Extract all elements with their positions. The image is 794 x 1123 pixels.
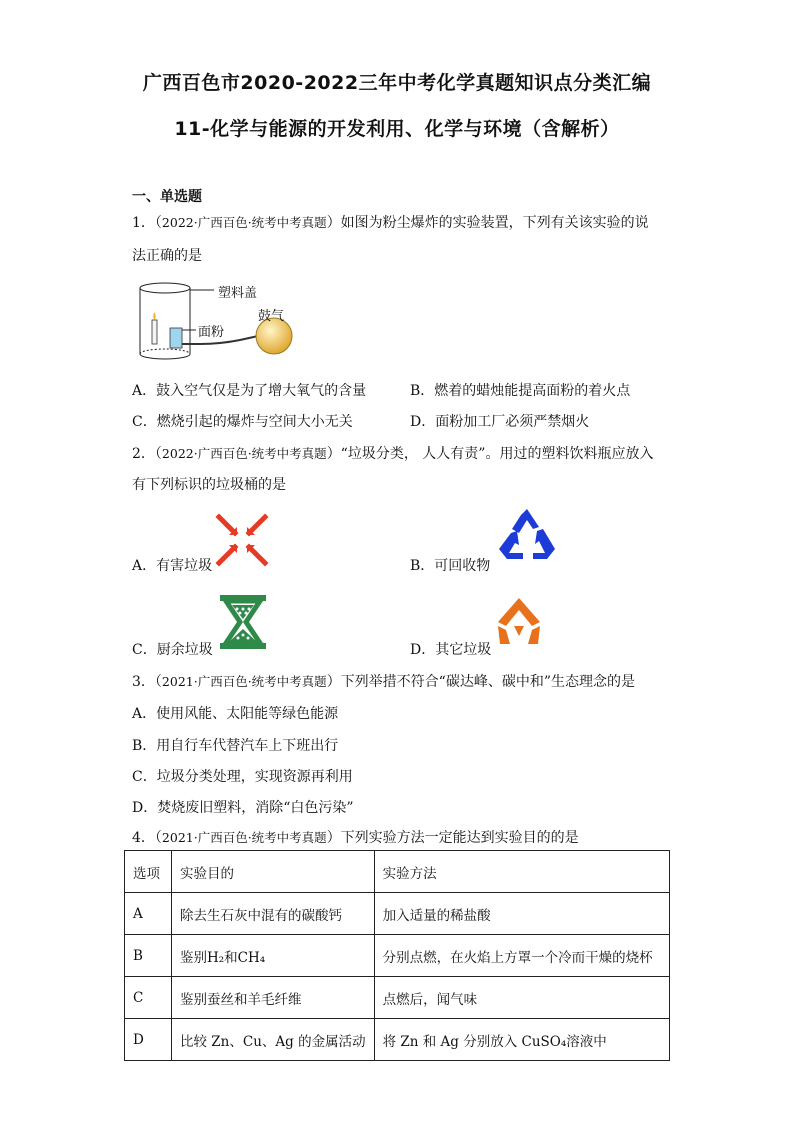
q2-option-b[interactable]: B．可回收物: [410, 558, 491, 574]
figure-label-flour: 面粉: [198, 325, 225, 340]
table-header-row: [125, 851, 670, 893]
table-cell: 除去生石灰中混有的碳酸钙: [172, 893, 375, 935]
table-header-cell: 选项: [125, 851, 172, 893]
q3-option-b[interactable]: B．用自行车代替汽车上下班出行: [132, 738, 339, 754]
table-row[interactable]: [125, 1019, 670, 1061]
q1-stem-line2: 法正确的是: [132, 248, 202, 264]
q2-stem-line2: 有下列标识的垃圾桶的是: [132, 477, 286, 493]
table-cell: 将 Zn 和 Ag 分别放入 CuSO₄溶液中: [374, 1019, 669, 1061]
q3-source[interactable]: 2021·广西百色·统考中考真题: [161, 674, 327, 689]
table-row[interactable]: [125, 977, 670, 1019]
document-title-line2: 11-化学与能源的开发利用、化学与环境（含解析）: [174, 118, 620, 140]
table-cell: 鉴别H₂和CH₄: [172, 935, 375, 977]
q4-options-table: [124, 850, 670, 1061]
table-cell: A: [125, 893, 172, 935]
q2-source[interactable]: 2022·广西百色·统考中考真题: [161, 446, 327, 461]
q1-stem-line1: 1．（2022·广西百色·统考中考真题）如图为粉尘爆炸的实验装置，下列有关该实验的说: [132, 215, 649, 231]
table-header-cell: 实验目的: [172, 851, 375, 893]
table-row[interactable]: [125, 935, 670, 977]
table-cell: B: [125, 935, 172, 977]
table-cell: 分别点燃，在火焰上方罩一个冷而干燥的烧杯: [374, 935, 669, 977]
table-cell: 点燃后，闻气味: [374, 977, 669, 1019]
figure-label-blow: 鼓气: [258, 309, 285, 324]
q4-source[interactable]: 2021·广西百色·统考中考真题: [161, 830, 327, 845]
hazardous-waste-icon: [215, 513, 269, 567]
q1-option-c[interactable]: C．燃烧引起的爆炸与空间大小无关: [132, 414, 353, 430]
table-cell: D: [125, 1019, 172, 1061]
table-header-cell: 实验方法: [374, 851, 669, 893]
table-cell: 比较 Zn、Cu、Ag 的金属活动: [172, 1019, 375, 1061]
q2-option-c[interactable]: C．厨余垃圾: [132, 642, 213, 658]
q1-source[interactable]: 2022·广西百色·统考中考真题: [161, 215, 327, 230]
q3-option-d[interactable]: D．焚烧废旧塑料，消除“白色污染”: [132, 800, 354, 816]
document-title-line1: 广西百色市2020-2022三年中考化学真题知识点分类汇编: [142, 72, 652, 94]
kitchen-waste-icon: [218, 593, 268, 651]
table-cell: 加入适量的稀盐酸: [374, 893, 669, 935]
q4-stem: 4．（2021·广西百色·统考中考真题）下列实验方法一定能达到实验目的的是: [132, 830, 579, 846]
q1-option-d[interactable]: D．面粉加工厂必须严禁烟火: [410, 414, 590, 430]
table-row[interactable]: [125, 893, 670, 935]
q3-option-a[interactable]: A．使用风能、太阳能等绿色能源: [132, 706, 339, 722]
table-cell: C: [125, 977, 172, 1019]
q3-stem: 3．（2021·广西百色·统考中考真题）下列举措不符合“碳达峰、碳中和”生态理念的是: [132, 674, 636, 690]
recycle-icon: [497, 507, 557, 565]
q2-option-a[interactable]: A．有害垃圾: [132, 558, 213, 574]
section-heading: 一、单选题: [132, 189, 202, 205]
q2-stem-line1: 2．（2022·广西百色·统考中考真题）“垃圾分类， 人人有责”。用过的塑料饮料瓶应放入: [132, 446, 654, 462]
q1-option-b[interactable]: B．燃着的蜡烛能提高面粉的着火点: [410, 383, 631, 399]
table-cell: 鉴别蚕丝和羊毛纤维: [172, 977, 375, 1019]
q2-option-d[interactable]: D．其它垃圾: [410, 642, 492, 658]
other-waste-icon: [496, 596, 542, 646]
figure-label-lid: 塑料盖: [218, 286, 258, 301]
q1-option-a[interactable]: A．鼓入空气仅是为了增大氧气的含量: [132, 383, 367, 399]
q3-option-c[interactable]: C．垃圾分类处理，实现资源再利用: [132, 769, 353, 785]
